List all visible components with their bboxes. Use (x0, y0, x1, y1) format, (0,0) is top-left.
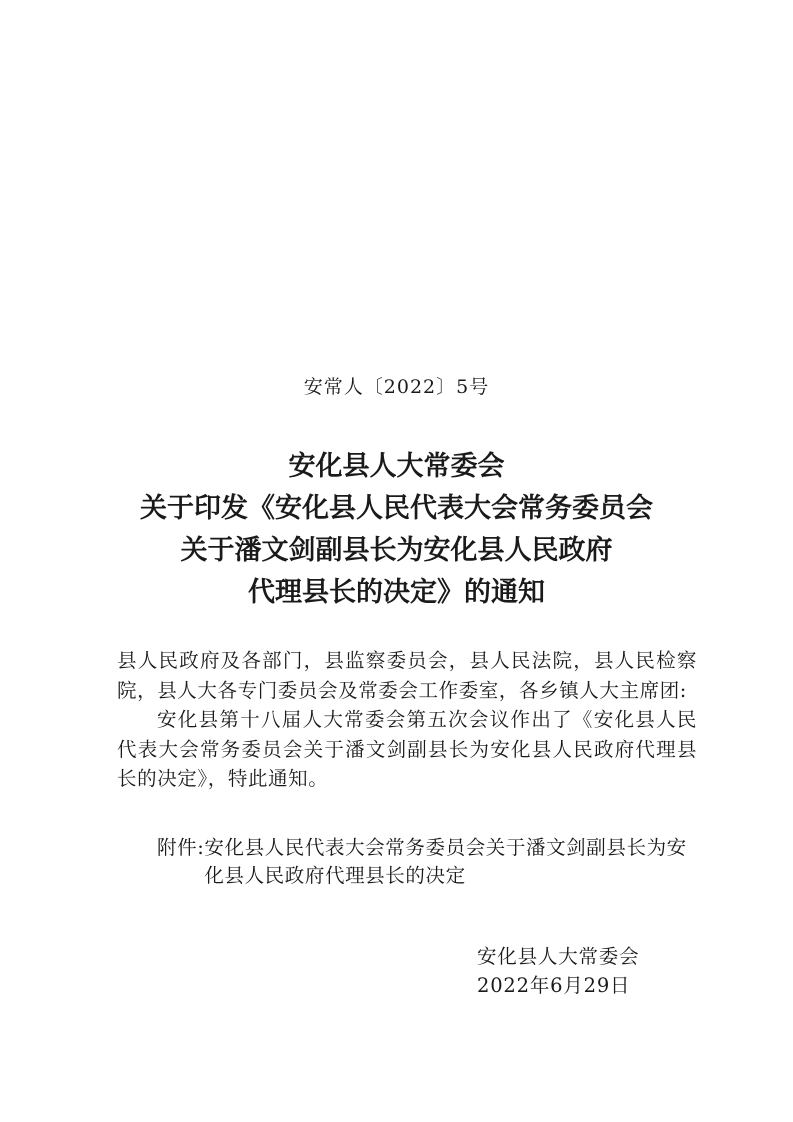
title-line-2: 关于印发《安化县人民代表大会常务委员会 (140, 493, 653, 524)
signature-block (477, 942, 639, 1000)
document-title (0, 446, 793, 614)
attachment-text: 安化县人民代表大会常务委员会关于潘文剑副县长为安化县人民政府代理县长的决定 (204, 836, 687, 887)
title-line-4: 代理县长的决定》的通知 (248, 577, 545, 608)
recipients-paragraph: 县人民政府及各部门，县监察委员会，县人民法院，县人民检察院，县人大各专门委员会及常委会工作委室，各乡镇人大主席团: (117, 649, 697, 702)
attachment-note (157, 834, 702, 890)
title-line-3: 关于潘文剑副县长为安化县人民政府 (180, 535, 613, 566)
issue-date: 2022年6月29日 (477, 974, 631, 997)
document-body (117, 646, 697, 794)
document-number: 安常人〔2022〕5号 (303, 376, 490, 398)
attachment-label: 附件: (157, 836, 205, 859)
title-line-1: 安化县人大常委会 (288, 451, 505, 482)
body-paragraph: 安化县第十八届人大常委会第五次会议作出了《安化县人民代表大会常务委员会关于潘文剑副县长为安化县人民政府代理县长的决定》，特此通知。 (117, 708, 697, 790)
issuer-name: 安化县人大常委会 (477, 945, 640, 968)
